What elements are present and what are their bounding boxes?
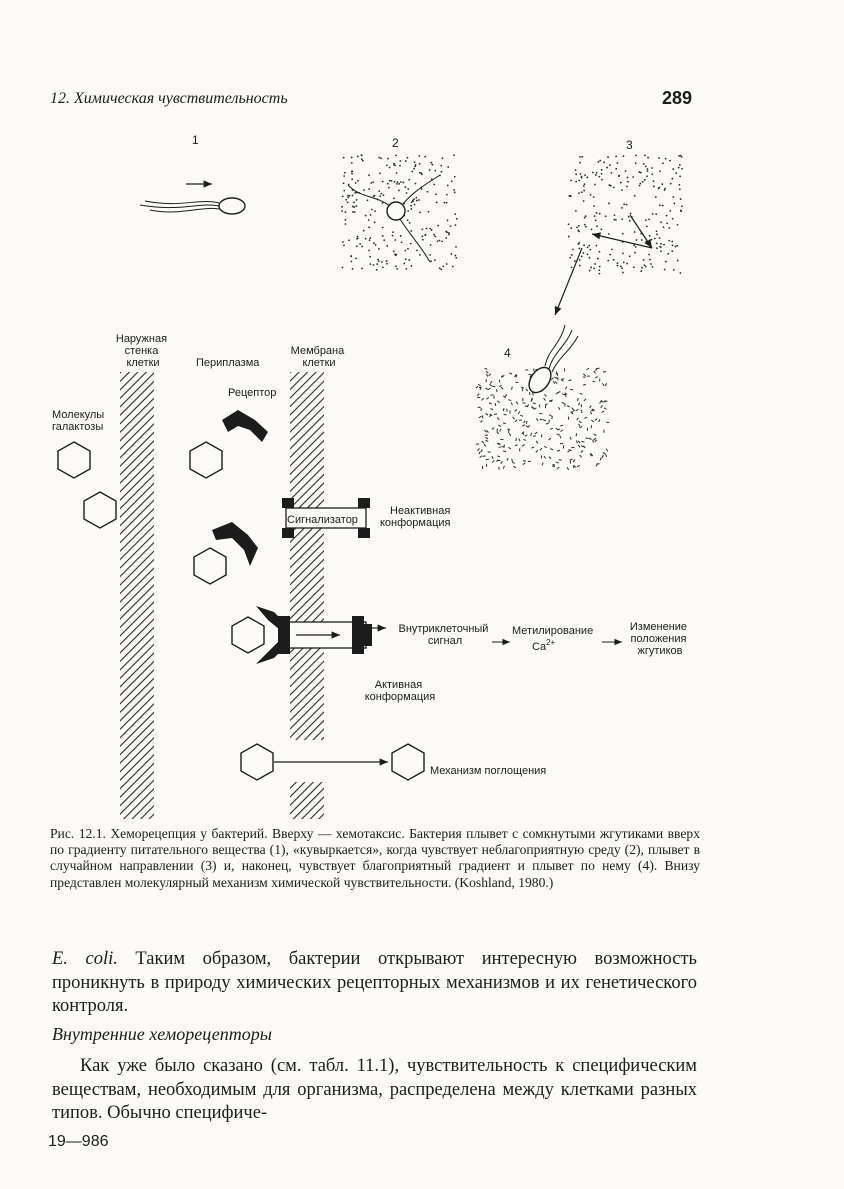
panel-number-1: 1	[192, 133, 199, 147]
inactive-conformation-label: Неактивная конформация	[380, 505, 451, 529]
page-number: 289	[662, 88, 693, 108]
bacterium-swimming	[140, 184, 245, 214]
panel-number-3: 3	[626, 138, 633, 152]
methylation-label: Метилирование	[512, 625, 594, 637]
paragraph-internal-chemoreceptors: Как уже было сказано (см. табл. 11.1), чувствительность к специфическим веществам, необходимым для организма, распределена между клетками разных типов. Обычно специфиче-	[52, 1056, 697, 1123]
membrane-lower	[290, 782, 324, 819]
figure-caption: Рис. 12.1. Хеморецепция у бактерий. Вверху — хемотаксис. Бактерия плывет с сомкнутыми жгутиками вверх по градиенту питательного вещества (1), «кувыркается», когда чувствует неблагоприятную среду (2), плывет в случайном направлении (3) и, наконец, чувствует благоприятный градиент и плывет по нему (4). Внизу представлен молекулярный механизм химической чувствительности. (Koshland, 1980.)	[50, 826, 700, 890]
panel-gradient	[476, 325, 609, 470]
periplasm-label: Периплазма	[196, 357, 260, 369]
membrane	[290, 372, 324, 740]
calcium-label: $Ca^{2+}$	[532, 638, 556, 653]
panel-number-4: 4	[504, 346, 511, 360]
panel-number-2: 2	[392, 136, 399, 150]
intracellular-signal-label: Внутриклеточный сигнал	[398, 623, 489, 647]
receptor-free	[222, 410, 268, 442]
active-conformation-label: Активная конформация	[364, 679, 436, 703]
signalizer-label: Сигнализатор	[287, 514, 358, 526]
paragraph-ecoli	[52, 948, 697, 1019]
outer-wall	[120, 372, 154, 819]
signalizer-active	[278, 616, 386, 654]
panel-tumbling	[341, 154, 460, 271]
uptake-mechanism-label: Механизм поглощения	[430, 765, 547, 777]
species-name: E. coli.	[52, 949, 118, 969]
outer-wall-label: Наружная стенка клетки	[115, 333, 168, 369]
panel-random-swim	[555, 154, 683, 315]
paragraph-ecoli-text: Таким образом, бактерии открывают интересную возможность проникнуть в природу химических рецепторных механизмов и их генетического контроля.	[52, 949, 697, 1016]
galactose-molecules	[58, 442, 424, 780]
flagella-change-label: Изменение положения жгутиков	[629, 621, 688, 657]
membrane-label: Мембрана клетки	[290, 345, 345, 369]
signature-mark: 19—986	[48, 1133, 109, 1150]
section-subheading: Внутренние хеморецепторы	[52, 1024, 272, 1044]
galactose-label: Молекулы галактозы	[52, 409, 105, 433]
receptor-label: Рецептор	[228, 387, 277, 399]
running-header-chapter: 12. Химическая чувствительность	[50, 90, 288, 107]
